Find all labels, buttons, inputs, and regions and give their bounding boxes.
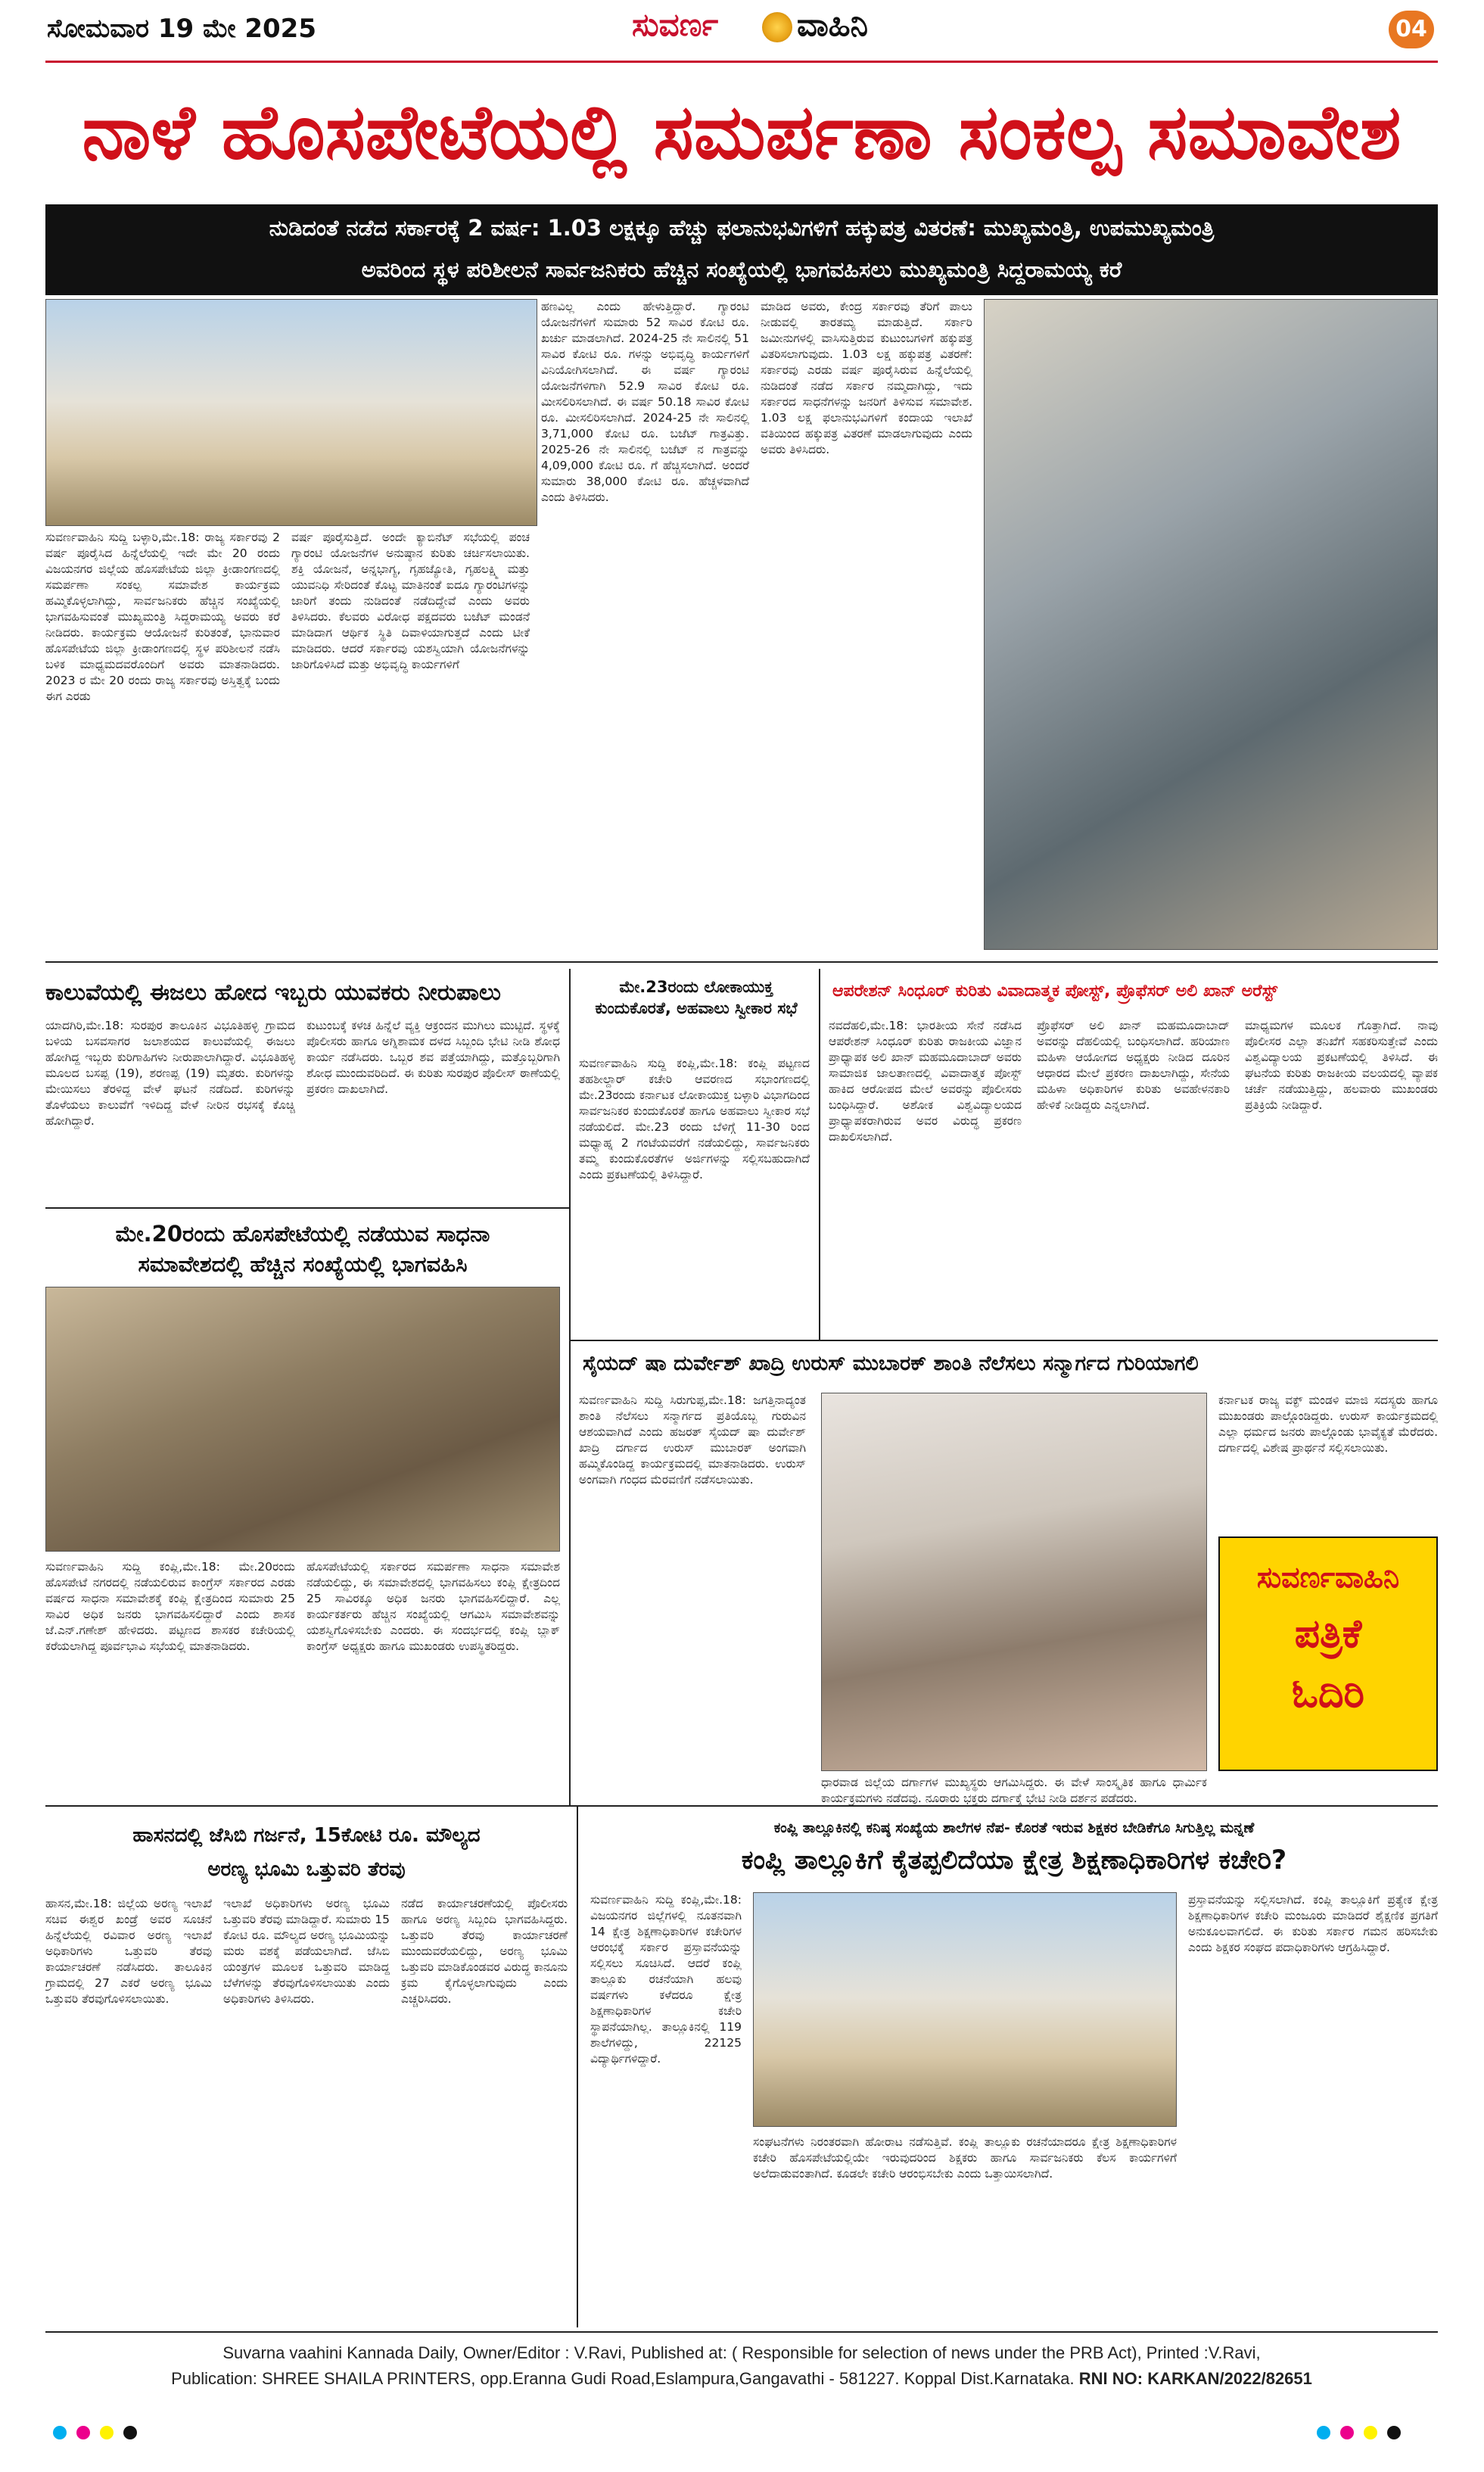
story6-headline: ಸೈಯದ್ ಷಾ ದುರ್ವೇಶ್ ಖಾದ್ರಿ ಉರುಸ್ ಮುಬಾರಕ್ ಶಾಂತಿ ನೆಲೆಸಲು ಸನ್ಮಾರ್ಗದ ಗುರಿಯಾಗಲಿ xyxy=(583,1352,1199,1375)
ad-line1: ಸುವರ್ಣವಾಹಿನಿ xyxy=(1256,1561,1400,1594)
section-rule-3 xyxy=(569,1340,1438,1341)
story5-headline-line2: ಸಮಾವೇಶದಲ್ಲಿ ಹೆಚ್ಚಿನ ಸಂಖ್ಯೆಯಲ್ಲಿ ಭಾಗವಹಿಸಿ xyxy=(138,1251,468,1277)
print-registration-marks-left xyxy=(53,2426,204,2439)
story4-col3: ಮಾಧ್ಯಮಗಳ ಮೂಲಕ ಗೊತ್ತಾಗಿದೆ. ನಾವು ಪೊಲೀಸರ ಎಲ್ಲಾ ತನಿಖೆಗೆ ಸಹಕರಿಸುತ್ತೇವೆ ಎಂದು ವಿಶ್ವವಿದ್ಯಾಲಯ ಪ್ರಕಟಣೆಯಲ್ಲಿ ತಿಳಿಸಿದೆ. ಈ ಘಟನೆಯ ಕುರಿತು ರಾಜಕೀಯ ವಲಯದಲ್ಲಿ ವ್ಯಾಪಕ ಚರ್ಚೆ ನಡೆಯುತ್ತಿದ್ದು, ಹಲವಾರು ಮುಖಂಡರು ಪ್ರತಿಕ್ರಿಯೆ ನೀಡಿದ್ದಾರೆ. xyxy=(1245,1019,1438,1112)
footer-line1: Suvarna vaahini Kannada Daily, Owner/Editor : V.Ravi, Published at: ( Responsible for selection of news under the PRB Act), Printed :V.Ravi, xyxy=(222,2343,1261,2362)
footer-rule xyxy=(45,2331,1438,2333)
story6-col3: ಧಾರವಾಡ ಜಿಲ್ಲೆಯ ದರ್ಗಾಗಳ ಮುಖ್ಯಸ್ಥರು ಆಗಮಿಸಿದ್ದರು. ಈ ವೇಳೆ ಸಾಂಸ್ಕೃತಿಕ ಹಾಗೂ ಧಾರ್ಮಿಕ ಕಾರ್ಯಕ್ರಮಗಳು ನಡೆದವು. ನೂರಾರು ಭಕ್ತರು ದರ್ಗಾಕ್ಕೆ ಭೇಟಿ ನೀಡಿ ದರ್ಶನ ಪಡೆದರು. xyxy=(821,1776,1207,1805)
print-registration-marks-right xyxy=(1317,2426,1468,2439)
story7-headline-line1: ಹಾಸನದಲ್ಲಿ ಜೆಸಿಬಿ ಗರ್ಜನೆ, 15ಕೋಟಿ ರೂ. ಮೌಲ್ಯದ xyxy=(132,1824,481,1847)
story7-col1: ಹಾಸನ,ಮೇ.18: ಜಿಲ್ಲೆಯ ಅರಣ್ಯ ಇಲಾಖೆ ಸಚಿವ ಈಶ್ವರ ಖಂಡ್ರೆ ಅವರ ಸೂಚನೆ ಹಿನ್ನೆಲೆಯಲ್ಲಿ ರವಿವಾರ ಅರಣ್ಯ ಇಲಾಖೆ ಅಧಿಕಾರಿಗಳು ಒತ್ತುವರಿ ತೆರವು ಕಾರ್ಯಾಚರಣೆ ನಡೆಸಿದರು. ತಾಲೂಕಿನ ಗ್ರಾಮದಲ್ಲಿ 27 ಎಕರೆ ಅರಣ್ಯ ಭೂಮಿ ಒತ್ತುವರಿ ತೆರವುಗೊಳಿಸಲಾಯಿತು. xyxy=(45,1897,212,2006)
footer-line2 xyxy=(45,2366,1438,2392)
footer xyxy=(45,2340,1438,2392)
logo-emblem-icon xyxy=(762,12,792,42)
story6-col2: ಕರ್ನಾಟಕ ರಾಜ್ಯ ವಕ್ಫ್ ಮಂಡಳಿ ಮಾಜಿ ಸದಸ್ಯರು ಹಾಗೂ ಮುಖಂಡರು ಪಾಲ್ಗೊಂಡಿದ್ದರು. ಉರುಸ್ ಕಾರ್ಯಕ್ರಮದಲ್ಲಿ ಎಲ್ಲಾ ಧರ್ಮದ ಜನರು ಪಾಲ್ಗೊಂಡು ಭಾವೈಕ್ಯತೆ ಮೆರೆದರು. ದರ್ಗಾದಲ್ಲಿ ವಿಶೇಷ ಪ್ರಾರ್ಥನೆ ಸಲ್ಲಿಸಲಾಯಿತು. xyxy=(1218,1393,1438,1455)
story2-col1: ಯಾದಗಿರಿ,ಮೇ.18: ಸುರಪುರ ತಾಲೂಕಿನ ವಿಭೂತಿಹಳ್ಳಿ ಗ್ರಾಮದ ಬಳಿಯ ಬಸವಸಾಗರ ಜಲಾಶಯದ ಕಾಲುವೆಯಲ್ಲಿ ಈಜಲು ಹೋಗಿದ್ದ ಇಬ್ಬರು ಕುರಿಗಾಹಿಗಳು ನೀರುಪಾಲಾಗಿದ್ದಾರೆ. ವಿಭೂತಿಹಳ್ಳಿ ಮೂಲದ ಬಸಪ್ಪ (19), ಶರಣಪ್ಪ (19) ಮೃತರು. ಕುರಿಗಳನ್ನು ಮೇಯಿಸಲು ತೆರಳಿದ್ದ ವೇಳೆ ಘಟನೆ ನಡೆದಿದೆ. ಕುರಿಗಳನ್ನು ತೊಳೆಯಲು ಕಾಲುವೆಗೆ ಇಳಿದಿದ್ದ ವೇಳೆ ನೀರಿನ ರಭಸಕ್ಕೆ ಕೊಚ್ಚಿ ಹೋಗಿದ್ದಾರೆ. xyxy=(45,1019,295,1128)
story6-col1: ಸುವರ್ಣವಾಹಿನಿ ಸುದ್ದಿ ಸಿರುಗುಪ್ಪ,ಮೇ.18: ಜಗತ್ತಿನಾದ್ಯಂತ ಶಾಂತಿ ನೆಲೆಸಲು ಸನ್ಮಾರ್ಗದ ಪ್ರತಿಯೊಬ್ಬ ಗುರುವಿನ ಆಶಯವಾಗಿದೆ ಎಂದು ಹಜರತ್ ಸೈಯದ್ ಷಾ ದುರ್ವೇಶ್ ಖಾದ್ರಿ ದರ್ಗಾದ ಉರುಸ್ ಮುಬಾರಕ್ ಅಂಗವಾಗಿ ಹಮ್ಮಿಕೊಂಡಿದ್ದ ಕಾರ್ಯಕ್ರಮದಲ್ಲಿ ಮಾತನಾಡಿದರು. ಉರುಸ್ ಅಂಗವಾಗಿ ಗಂಧದ ಮೆರವಣಿಗೆ ನಡೆಸಲಾಯಿತು. xyxy=(579,1393,806,1487)
story8-kicker: ಕಂಪ್ಲಿ ತಾಲ್ಲೂಕಿನಲ್ಲಿ ಕನಿಷ್ಠ ಸಂಖ್ಯೆಯ ಶಾಲೆಗಳ ನೆಪ- ಕೊರತೆ ಇರುವ ಶಿಕ್ಷಕರ ಬೇಡಿಕೆಗೂ ಸಿಗುತ್ತಿಲ್ಲ ಮನ್ನಣೆ xyxy=(773,1820,1255,1836)
subscribe-ad xyxy=(1218,1536,1438,1771)
logo-text-right: ವಾಹಿನಿ xyxy=(797,6,868,43)
issue-date: ಸೋಮವಾರ 19 ಮೇ 2025 xyxy=(47,14,316,44)
story8-photo xyxy=(753,1892,1177,2127)
col-divider-4 xyxy=(577,1805,578,2327)
lead-headline: ನಾಳೆ ಹೊಸಪೇಟೆಯಲ್ಲಿ ಸಮರ್ಪಣಾ ಸಂಕಲ್ಪ ಸಮಾವೇಶ xyxy=(82,88,1402,176)
story6-photo xyxy=(821,1393,1207,1771)
story8-col1: ಸುವರ್ಣವಾಹಿನಿ ಸುದ್ದಿ ಕಂಪ್ಲಿ,ಮೇ.18: ವಿಜಯನಗರ ಜಿಲ್ಲೆಗಳಲ್ಲಿ ನೂತನವಾಗಿ 14 ಕ್ಷೇತ್ರ ಶಿಕ್ಷಣಾಧಿಕಾರಿಗಳ ಕಚೇರಿಗಳ ಆರಂಭಕ್ಕೆ ಸರ್ಕಾರ ಪ್ರಸ್ತಾವನೆಯನ್ನು ಸಲ್ಲಿಸಲು ಸೂಚಿಸಿದೆ. ಆದರೆ ಕಂಪ್ಲಿ ತಾಲ್ಲೂಕು ರಚನೆಯಾಗಿ ಹಲವು ವರ್ಷಗಳು ಕಳೆದರೂ ಕ್ಷೇತ್ರ ಶಿಕ್ಷಣಾಧಿಕಾರಿಗಳ ಕಚೇರಿ ಸ್ಥಾಪನೆಯಾಗಿಲ್ಲ. ತಾಲ್ಲೂಕಿನಲ್ಲಿ 119 ಶಾಲೆಗಳಿದ್ದು, 22125 ವಿದ್ಯಾರ್ಥಿಗಳಿದ್ದಾರೆ. xyxy=(590,1893,742,2066)
section-rule-2 xyxy=(45,1207,569,1209)
footer-address: Publication: SHREE SHAILA PRINTERS, opp.Eranna Gudi Road,Eslampura,Gangavathi - 581227. Koppal Dist.Karnataka. xyxy=(171,2369,1075,2388)
story8-col2: ಸಂಘಟನೆಗಳು ನಿರಂತರವಾಗಿ ಹೋರಾಟ ನಡೆಸುತ್ತಿವೆ. ಕಂಪ್ಲಿ ತಾಲ್ಲೂಕು ರಚನೆಯಾದರೂ ಕ್ಷೇತ್ರ ಶಿಕ್ಷಣಾಧಿಕಾರಿಗಳ ಕಚೇರಿ ಹೊಸಪೇಟೆಯಲ್ಲಿಯೇ ಇರುವುದರಿಂದ ಶಿಕ್ಷಕರು ಹಾಗೂ ಸಾರ್ವಜನಿಕರು ಕೆಲಸ ಕಾರ್ಯಗಳಿಗೆ ಅಲೆದಾಡುವಂತಾಗಿದೆ. ಕೂಡಲೇ ಕಚೇರಿ ಆರಂಭಿಸಬೇಕು ಎಂದು ಒತ್ತಾಯಿಸಲಾಗಿದೆ. xyxy=(753,2135,1177,2181)
story5-headline-line1: ಮೇ.20ರಂದು ಹೊಸಪೇಟೆಯಲ್ಲಿ ನಡೆಯುವ ಸಾಧನಾ xyxy=(115,1221,490,1247)
masthead-logo xyxy=(632,5,904,53)
lead-col4: ಮಾಡಿದ ಅವರು, ಕೇಂದ್ರ ಸರ್ಕಾರವು ತೆರಿಗೆ ಪಾಲು ನೀಡುವಲ್ಲಿ ತಾರತಮ್ಯ ಮಾಡುತ್ತಿದೆ. ಸರ್ಕಾರಿ ಜಮೀನುಗಳಲ್ಲಿ ವಾಸಿಸುತ್ತಿರುವ ಕುಟುಂಬಗಳಿಗೆ ಹಕ್ಕುಪತ್ರ ವಿತರಿಸಲಾಗುವುದು. 1.03 ಲಕ್ಷ ಹಕ್ಕುಪತ್ರ ವಿತರಣೆ: ಸರ್ಕಾರವು ಎರಡು ವರ್ಷ ಪೂರೈಸಿರುವ ಹಿನ್ನೆಲೆಯಲ್ಲಿ ನುಡಿದಂತೆ ನಡೆದ ಸರ್ಕಾರ ನಮ್ಮದಾಗಿದ್ದು, ಇದು ಸರ್ಕಾರದ ಸಾಧನೆಗಳನ್ನು ಜನರಿಗೆ ತಿಳಿಸುವ ಸಮಾವೇಶ. 1.03 ಲಕ್ಷ ಫಲಾನುಭವಿಗಳಿಗೆ ಕಂದಾಯ ಇಲಾಖೆ ವತಿಯಿಂದ ಹಕ್ಕುಪತ್ರ ವಿತರಣೆ ಮಾಡಲಾಗುವುದು ಎಂದು ಅವರು ತಿಳಿಸಿದರು. xyxy=(761,300,972,456)
lead-col1: ಸುವರ್ಣವಾಹಿನಿ ಸುದ್ದಿ ಬಳ್ಳಾರಿ,ಮೇ.18: ರಾಜ್ಯ ಸರ್ಕಾರವು 2 ವರ್ಷ ಪೂರೈಸಿದ ಹಿನ್ನೆಲೆಯಲ್ಲಿ ಇದೇ ಮೇ 20 ರಂದು ವಿಜಯನಗರ ಜಿಲ್ಲೆಯ ಹೊಸಪೇಟೆಯ ಜಿಲ್ಲಾ ಕ್ರೀಡಾಂಗಣದಲ್ಲಿ ಸಮರ್ಪಣಾ ಸಂಕಲ್ಪ ಸಮಾವೇಶ ಕಾರ್ಯಕ್ರಮ ಹಮ್ಮಿಕೊಳ್ಳಲಾಗಿದ್ದು, ಸಾರ್ವಜನಿಕರು ಹೆಚ್ಚಿನ ಸಂಖ್ಯೆಯಲ್ಲಿ ಭಾಗವಹಿಸುವಂತೆ ಮುಖ್ಯಮಂತ್ರಿ ಸಿದ್ದರಾಮಯ್ಯ ಅವರು ಕರೆ ನೀಡಿದರು. ಕಾರ್ಯಕ್ರಮ ಆಯೋಜನೆ ಕುರಿತಂತೆ, ಭಾನುವಾರ ಹೊಸಪೇಟೆಯ ಜಿಲ್ಲಾ ಕ್ರೀಡಾಂಗಣದಲ್ಲಿ ಸ್ಥಳ ಪರಿಶೀಲನೆ ನಡೆಸಿ ಬಳಿಕ ಮಾಧ್ಯಮದವರೊಂದಿಗೆ ಅವರು ಮಾತನಾಡಿದರು. 2023 ರ ಮೇ 20 ರಂದು ರಾಜ್ಯ ಸರ್ಕಾರವು ಅಸ್ತಿತ್ವಕ್ಕೆ ಬಂದು ಈಗ ಎರಡು xyxy=(45,531,280,703)
masthead-rule xyxy=(45,61,1438,63)
story4-col1: ನವದೆಹಲಿ,ಮೇ.18: ಭಾರತೀಯ ಸೇನೆ ನಡೆಸಿದ ಆಪರೇಶನ್ ಸಿಂಧೂರ್ ಕುರಿತು ರಾಜಕೀಯ ವಿಜ್ಞಾನ ಪ್ರಾಧ್ಯಾಪಕ ಅಲಿ ಖಾನ್ ಮಹಮೂದಾಬಾದ್ ಅವರು ಸಾಮಾಜಿಕ ಜಾಲತಾಣದಲ್ಲಿ ವಿವಾದಾತ್ಮಕ ಪೋಸ್ಟ್ ಹಾಕಿದ ಆರೋಪದ ಮೇಲೆ ಅವರನ್ನು ಪೊಲೀಸರು ಬಂಧಿಸಿದ್ದಾರೆ. ಅಶೋಕ ವಿಶ್ವವಿದ್ಯಾಲಯದ ಪ್ರಾಧ್ಯಾಪಕರಾಗಿರುವ ಅವರ ವಿರುದ್ಧ ಪ್ರಕರಣ ದಾಖಲಿಸಲಾಗಿದೆ. xyxy=(829,1019,1022,1144)
ad-line3: ಓದಿರಿ xyxy=(1292,1671,1364,1717)
masthead xyxy=(0,0,1484,61)
story2-headline: ಕಾಲುವೆಯಲ್ಲಿ ಈಜಲು ಹೋದ ಇಬ್ಬರು ಯುವಕರು ನೀರುಪಾಲು xyxy=(45,979,501,1006)
col-divider-3 xyxy=(569,1207,571,1805)
ad-line2: ಪತ್ರಿಕೆ xyxy=(1294,1611,1362,1657)
lead-deck-line2: ಅವರಿಂದ ಸ್ಥಳ ಪರಿಶೀಲನೆ ಸಾರ್ವಜನಿಕರು ಹೆಚ್ಚಿನ ಸಂಖ್ಯೆಯಲ್ಲಿ ಭಾಗವಹಿಸಲು ಮುಖ್ಯಮಂತ್ರಿ ಸಿದ್ದರಾಮಯ್ಯ ಕರೆ xyxy=(361,257,1122,282)
lead-deck-line1: ನುಡಿದಂತೆ ನಡೆದ ಸರ್ಕಾರಕ್ಕೆ 2 ವರ್ಷ: 1.03 ಲಕ್ಷಕ್ಕೂ ಹೆಚ್ಚು ಫಲಾನುಭವಿಗಳಿಗೆ ಹಕ್ಕುಪತ್ರ ವಿತರಣೆ: ಮುಖ್ಯಮಂತ್ರಿ, ಉಪಮುಖ್ಯಮಂತ್ರಿ xyxy=(269,215,1215,241)
story7-col3: ನಡೆದ ಕಾರ್ಯಾಚರಣೆಯಲ್ಲಿ ಪೊಲೀಸರು ಹಾಗೂ ಅರಣ್ಯ ಸಿಬ್ಬಂದಿ ಭಾಗವಹಿಸಿದ್ದರು. ಒತ್ತುವರಿ ತೆರವು ಕಾರ್ಯಾಚರಣೆ ಮುಂದುವರೆಯಲಿದ್ದು, ಅರಣ್ಯ ಭೂಮಿ ಒತ್ತುವರಿ ಮಾಡಿಕೊಂಡವರ ವಿರುದ್ಧ ಕಾನೂನು ಕ್ರಮ ಕೈಗೊಳ್ಳಲಾಗುವುದು ಎಂದು ಎಚ್ಚರಿಸಿದರು. xyxy=(401,1897,568,2006)
logo-text-left: ಸುವರ್ಣ xyxy=(632,6,719,43)
col-divider-2 xyxy=(819,969,820,1340)
section-rule-4 xyxy=(45,1805,1438,1807)
lead-photo-left xyxy=(45,299,537,526)
lead-deck xyxy=(45,204,1438,295)
story7-col2: ಇಲಾಖೆ ಅಧಿಕಾರಿಗಳು ಅರಣ್ಯ ಭೂಮಿ ಒತ್ತುವರಿ ತೆರವು ಮಾಡಿದ್ದಾರೆ. ಸುಮಾರು 15 ಕೋಟಿ ರೂ. ಮೌಲ್ಯದ ಅರಣ್ಯ ಭೂಮಿಯನ್ನು ಮರು ವಶಕ್ಕೆ ಪಡೆಯಲಾಗಿದೆ. ಜೆಸಿಬಿ ಯಂತ್ರಗಳ ಮೂಲಕ ಒತ್ತುವರಿ ಮಾಡಿದ್ದ ಬೆಳೆಗಳನ್ನು ತೆರವುಗೊಳಿಸಲಾಯಿತು ಎಂದು ಅಧಿಕಾರಿಗಳು ತಿಳಿಸಿದರು. xyxy=(223,1897,390,2006)
lead-col2: ವರ್ಷ ಪೂರೈಸುತ್ತಿದೆ. ಅಂದೇ ಕ್ಯಾಬಿನೆಟ್ ಸಭೆಯಲ್ಲಿ ಪಂಚ ಗ್ಯಾರಂಟಿ ಯೋಜನೆಗಳ ಅನುಷ್ಠಾನ ಕುರಿತು ಚರ್ಚಿಸಲಾಯಿತು. ಶಕ್ತಿ ಯೋಜನೆ, ಅನ್ನಭಾಗ್ಯ, ಗೃಹಜ್ಯೋತಿ, ಗೃಹಲಕ್ಷ್ಮಿ ಮತ್ತು ಯುವನಿಧಿ ಸೇರಿದಂತೆ ಕೊಟ್ಟ ಮಾತಿನಂತೆ ಐದೂ ಗ್ಯಾರಂಟಿಗಳನ್ನು ಜಾರಿಗೆ ತಂದು ನುಡಿದಂತೆ ನಡೆದಿದ್ದೇವೆ ಎಂದು ಅವರು ತಿಳಿಸಿದರು. ಕೆಲವರು ವಿರೋಧ ಪಕ್ಷದವರು ಬಜೆಟ್ ಮಂಡನೆ ಮಾಡಿದಾಗ ಆರ್ಥಿಕ ಸ್ಥಿತಿ ದಿವಾಳಿಯಾಗುತ್ತದೆ ಎಂದು ಟೀಕೆ ಮಾಡಿದರು. ಆದರೆ ಸರ್ಕಾರವು ಯಶಸ್ವಿಯಾಗಿ ಯೋಜನೆಗಳನ್ನು ಜಾರಿಗೊಳಿಸಿದೆ ಮತ್ತು ಅಭಿವೃದ್ಧಿ ಕಾರ್ಯಗಳಿಗೆ xyxy=(291,531,530,671)
page-number: 04 xyxy=(1389,11,1434,48)
section-rule-1 xyxy=(45,961,1438,963)
story3-headline: ಮೇ.23ರಂದು ಲೋಕಾಯುಕ್ತ ಕುಂದುಕೊರತೆ, ಅಹವಾಲು ಸ್ವೀಕಾರ ಸಭೆ xyxy=(595,978,798,1017)
lead-photo-right xyxy=(984,299,1438,950)
story3-body: ಸುವರ್ಣವಾಹಿನಿ ಸುದ್ದಿ ಕಂಪ್ಲಿ,ಮೇ.18: ಕಂಪ್ಲಿ ಪಟ್ಟಣದ ತಹಶೀಲ್ದಾರ್ ಕಚೇರಿ ಆವರಣದ ಸಭಾಂಗಣದಲ್ಲಿ ಮೇ.23ರಂದು ಕರ್ನಾಟಕ ಲೋಕಾಯುಕ್ತ ಬಳ್ಳಾರಿ ವಿಭಾಗದಿಂದ ಸಾರ್ವಜನಿಕರ ಕುಂದುಕೊರತೆ ಹಾಗೂ ಅಹವಾಲು ಸ್ವೀಕಾರ ಸಭೆ ನಡೆಯಲಿದೆ. ಮೇ.23 ರಂದು ಬೆಳಿಗ್ಗೆ 11-30 ರಿಂದ ಮಧ್ಯಾಹ್ನ 2 ಗಂಟೆಯವರೆಗೆ ನಡೆಯಲಿದ್ದು, ಸಾರ್ವಜನಿಕರು ತಮ್ಮ ಕುಂದುಕೊರತೆಗಳ ಅರ್ಜಿಗಳನ್ನು ಸಲ್ಲಿಸಬಹುದಾಗಿದೆ ಎಂದು ಪ್ರಕಟಣೆಯಲ್ಲಿ ತಿಳಿಸಿದ್ದಾರೆ. xyxy=(579,1057,810,1182)
story8-col3: ಪ್ರಸ್ತಾವನೆಯನ್ನು ಸಲ್ಲಿಸಲಾಗಿದೆ. ಕಂಪ್ಲಿ ತಾಲ್ಲೂಕಿಗೆ ಪ್ರತ್ಯೇಕ ಕ್ಷೇತ್ರ ಶಿಕ್ಷಣಾಧಿಕಾರಿಗಳ ಕಚೇರಿ ಮಂಜೂರು ಮಾಡಿದರೆ ಶೈಕ್ಷಣಿಕ ಪ್ರಗತಿಗೆ ಅನುಕೂಲವಾಗಲಿದೆ. ಈ ಕುರಿತು ಸರ್ಕಾರ ಗಮನ ಹರಿಸಬೇಕು ಎಂದು ಶಿಕ್ಷಕರ ಸಂಘದ ಪದಾಧಿಕಾರಿಗಳು ಆಗ್ರಹಿಸಿದ್ದಾರೆ. xyxy=(1188,1893,1438,1954)
story7-headline-line2: ಅರಣ್ಯ ಭೂಮಿ ಒತ್ತುವರಿ ತೆರವು xyxy=(207,1858,406,1881)
story5-col1: ಸುವರ್ಣವಾಹಿನಿ ಸುದ್ದಿ ಕಂಪ್ಲಿ,ಮೇ.18: ಮೇ.20ರಂದು ಹೊಸಪೇಟೆ ನಗರದಲ್ಲಿ ನಡೆಯಲಿರುವ ಕಾಂಗ್ರೆಸ್ ಸರ್ಕಾರದ ಎರಡು ವರ್ಷದ ಸಾಧನಾ ಸಮಾವೇಶಕ್ಕೆ ಕಂಪ್ಲಿ ಕ್ಷೇತ್ರದಿಂದ ಸುಮಾರು 25 ಸಾವಿರ ಅಧಿಕ ಜನರು ಭಾಗವಹಿಸಲಿದ್ದಾರೆ ಎಂದು ಶಾಸಕ ಜೆ.ಎನ್.ಗಣೇಶ್ ಹೇಳಿದರು. ಪಟ್ಟಣದ ಶಾಸಕರ ಕಚೇರಿಯಲ್ಲಿ ಕರೆಯಲಾಗಿದ್ದ ಪೂರ್ವಭಾವಿ ಸಭೆಯಲ್ಲಿ ಮಾತನಾಡಿದರು. xyxy=(45,1560,295,1653)
story4-headline: ಆಪರೇಶನ್ ಸಿಂಧೂರ್ ಕುರಿತು ವಿವಾದಾತ್ಮಕ ಪೋಸ್ಟ್, ಪ್ರೊಫೆಸರ್ ಅಲಿ ಖಾನ್ ಅರೆಸ್ಟ್ xyxy=(832,982,1278,1001)
story5-col2: ಹೊಸಪೇಟೆಯಲ್ಲಿ ಸರ್ಕಾರದ ಸಮರ್ಪಣಾ ಸಾಧನಾ ಸಮಾವೇಶ ನಡೆಯಲಿದ್ದು, ಈ ಸಮಾವೇಶದಲ್ಲಿ ಭಾಗವಹಿಸಲು ಕಂಪ್ಲಿ ಕ್ಷೇತ್ರದಿಂದ 25 ಸಾವಿರಕ್ಕೂ ಅಧಿಕ ಜನರು ಭಾಗವಹಿಸಲಿದ್ದಾರೆ. ಎಲ್ಲ ಕಾರ್ಯಕರ್ತರು ಹೆಚ್ಚಿನ ಸಂಖ್ಯೆಯಲ್ಲಿ ಆಗಮಿಸಿ ಸಮಾವೇಶವನ್ನು ಯಶಸ್ವಿಗೊಳಿಸಬೇಕು ಎಂದರು. ಈ ಸಂದರ್ಭದಲ್ಲಿ ಕಂಪ್ಲಿ ಬ್ಲಾಕ್ ಕಾಂಗ್ರೆಸ್ ಅಧ್ಯಕ್ಷರು ಹಾಗೂ ಮುಖಂಡರು ಉಪಸ್ಥಿತರಿದ್ದರು. xyxy=(306,1560,560,1653)
footer-rni: RNI NO: KARKAN/2022/82651 xyxy=(1078,2369,1312,2388)
story5-photo xyxy=(45,1287,560,1552)
lead-col3: ಹಣವಿಲ್ಲ ಎಂದು ಹೇಳುತ್ತಿದ್ದಾರೆ. ಗ್ಯಾರಂಟಿ ಯೋಜನೆಗಳಿಗೆ ಸುಮಾರು 52 ಸಾವಿರ ಕೋಟಿ ರೂ. ಖರ್ಚು ಮಾಡಲಾಗಿದೆ. 2024-25 ನೇ ಸಾಲಿನಲ್ಲಿ 51 ಸಾವಿರ ಕೋಟಿ ರೂ. ಗಳನ್ನು ಅಭಿವೃದ್ಧಿ ಕಾರ್ಯಗಳಿಗೆ ವಿನಿಯೋಗಿಸಲಾಗಿದೆ. ಈ ವರ್ಷ ಗ್ಯಾರಂಟಿ ಯೋಜನೆಗಳಿಗಾಗಿ 52.9 ಸಾವಿರ ಕೋಟಿ ರೂ. ಮೀಸಲಿರಿಸಲಾಗಿದೆ. ಈ ವರ್ಷ 50.18 ಸಾವಿರ ಕೋಟಿ ರೂ. ಮೀಸಲಿರಿಸಲಾಗಿದೆ. 2024-25 ನೇ ಸಾಲಿನಲ್ಲಿ 3,71,000 ಕೋಟಿ ರೂ. ಬಜೆಟ್ ಗಾತ್ರವಿತ್ತು. 2025-26 ನೇ ಸಾಲಿನಲ್ಲಿ ಬಜೆಟ್ ನ ಗಾತ್ರವನ್ನು 4,09,000 ಕೋಟಿ ರೂ. ಗೆ ಹೆಚ್ಚಿಸಲಾಗಿದೆ. ಅಂದರೆ ಸುಮಾರು 38,000 ಕೋಟಿ ರೂ. ಹೆಚ್ಚಳವಾಗಿದೆ ಎಂದು ತಿಳಿಸಿದರು. xyxy=(541,300,749,504)
story2-col2: ಕುಟುಂಬಕ್ಕೆ ಕಳಚ ಹಿನ್ನೆಲೆ ವ್ಯಕ್ತಿ ಆಕ್ರಂದನ ಮುಗಿಲು ಮುಟ್ಟಿದೆ. ಸ್ಥಳಕ್ಕೆ ಪೊಲೀಸರು ಹಾಗೂ ಅಗ್ನಿಶಾಮಕ ದಳದ ಸಿಬ್ಬಂದಿ ಭೇಟಿ ನೀಡಿ ಶೋಧ ಕಾರ್ಯ ನಡೆಸಿದರು. ಒಬ್ಬರ ಶವ ಪತ್ತೆಯಾಗಿದ್ದು, ಮತ್ತೊಬ್ಬರಿಗಾಗಿ ಶೋಧ ಮುಂದುವರಿದಿದೆ. ಈ ಕುರಿತು ಸುರಪುರ ಪೊಲೀಸ್ ಠಾಣೆಯಲ್ಲಿ ಪ್ರಕರಣ ದಾಖಲಾಗಿದೆ. xyxy=(306,1019,560,1096)
story8-headline: ಕಂಪ್ಲಿ ತಾಲ್ಲೂಕಿಗೆ ಕೈತಪ್ಪಲಿದೆಯಾ ಕ್ಷೇತ್ರ ಶಿಕ್ಷಣಾಧಿಕಾರಿಗಳ ಕಚೇರಿ? xyxy=(741,1845,1287,1876)
story4-col2: ಪ್ರೊಫೆಸರ್ ಅಲಿ ಖಾನ್ ಮಹಮೂದಾಬಾದ್ ಅವರನ್ನು ದೆಹಲಿಯಲ್ಲಿ ಬಂಧಿಸಲಾಗಿದೆ. ಹರಿಯಾಣ ಮಹಿಳಾ ಆಯೋಗದ ಅಧ್ಯಕ್ಷರು ನೀಡಿದ ದೂರಿನ ಆಧಾರದ ಮೇಲೆ ಪ್ರಕರಣ ದಾಖಲಾಗಿದ್ದು, ಸೇನೆಯ ಮಹಿಳಾ ಅಧಿಕಾರಿಗಳ ಕುರಿತು ಅವಹೇಳನಕಾರಿ ಹೇಳಿಕೆ ನೀಡಿದ್ದರು ಎನ್ನಲಾಗಿದೆ. xyxy=(1037,1019,1230,1112)
